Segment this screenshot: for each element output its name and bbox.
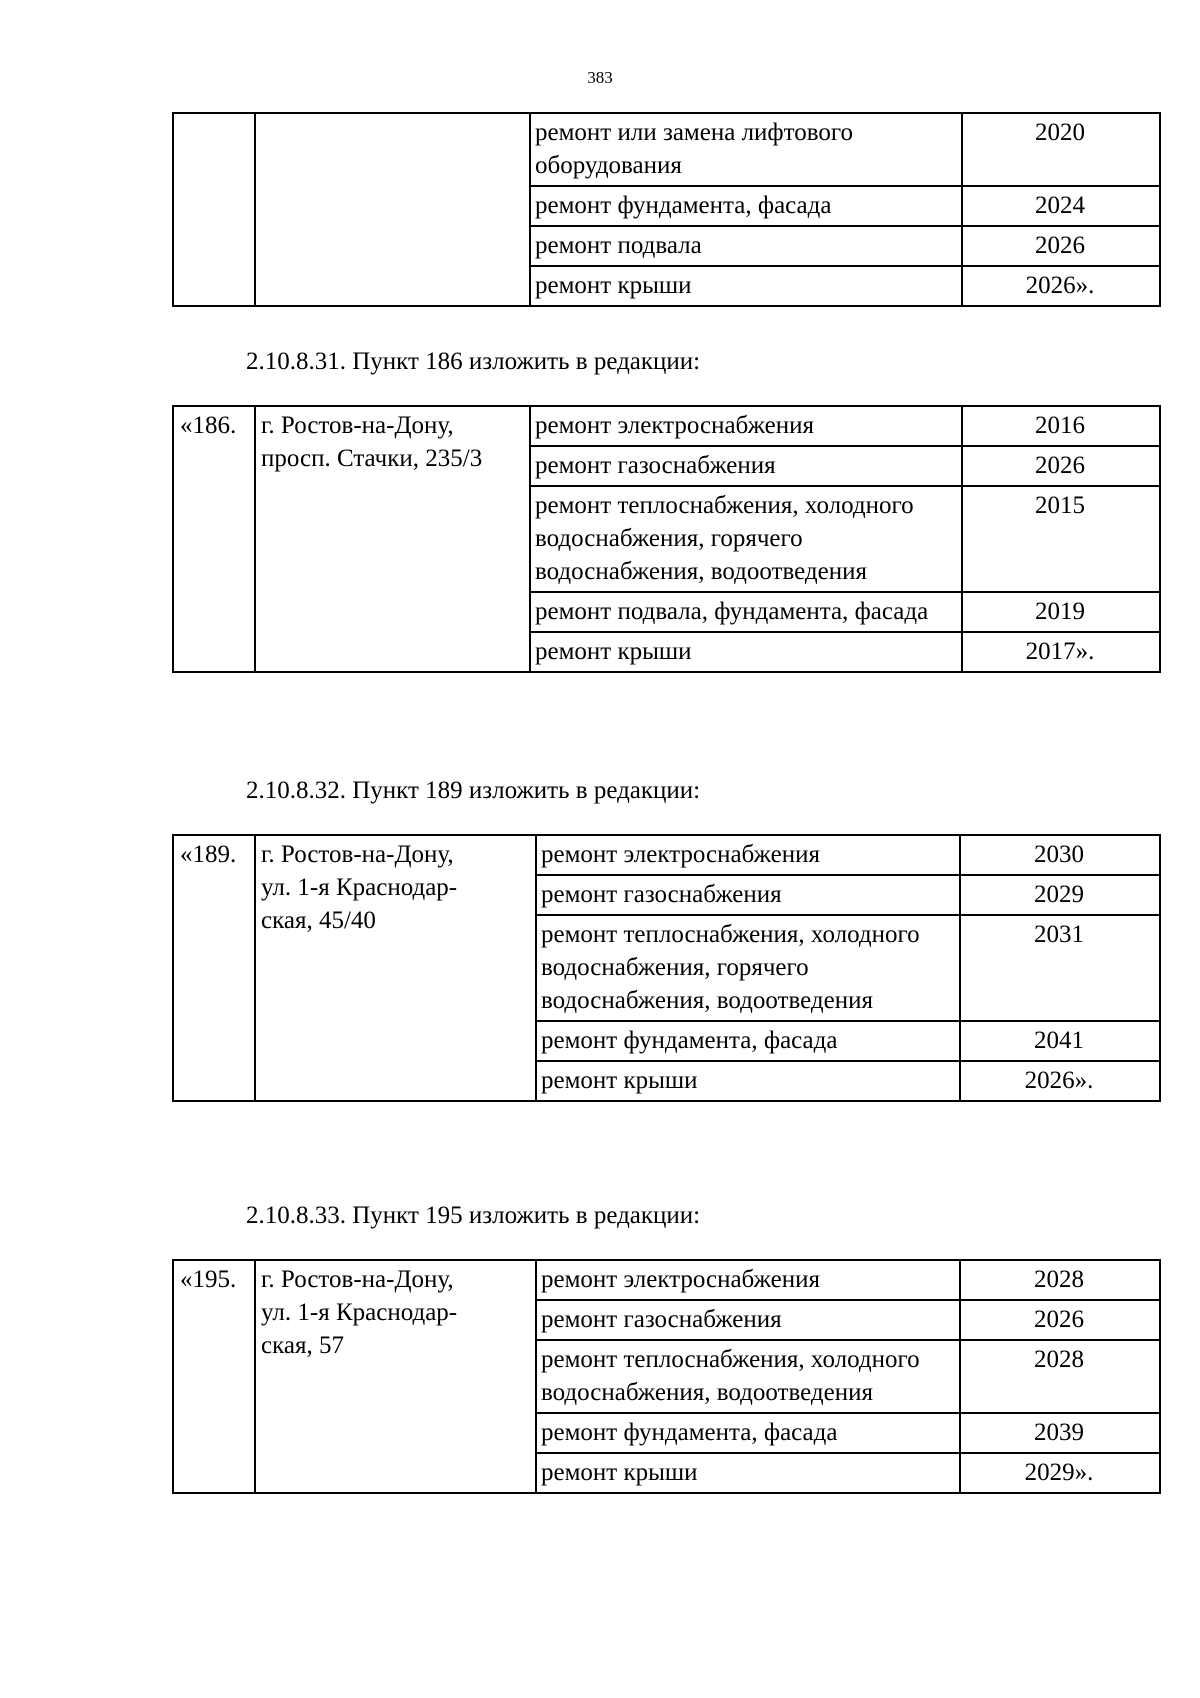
work-cell: ремонт электроснабжения xyxy=(530,406,962,446)
year-cell: 2019 xyxy=(962,592,1160,632)
work-cell: ремонт фундамента, фасада xyxy=(536,1021,960,1061)
table-row xyxy=(173,406,1160,446)
section-heading: 2.10.8.33. Пункт 195 изложить в редакции: xyxy=(246,1202,701,1229)
year-cell: 2031 xyxy=(960,915,1160,1021)
year-cell: 2026». xyxy=(960,1061,1160,1101)
section-heading: 2.10.8.31. Пункт 186 изложить в редакции: xyxy=(246,348,701,375)
table-item-195 xyxy=(172,1259,1161,1494)
work-cell: ремонт крыши xyxy=(536,1453,960,1493)
address-cell xyxy=(255,113,530,306)
year-cell: 2026 xyxy=(962,446,1160,486)
year-cell: 2028 xyxy=(960,1260,1160,1300)
address-line: ул. 1-я Краснодар- xyxy=(261,1299,458,1326)
year-cell: 2028 xyxy=(960,1340,1160,1413)
table-row xyxy=(173,1260,1160,1300)
address-cell xyxy=(255,1260,536,1493)
section-heading: 2.10.8.32. Пункт 189 изложить в редакции: xyxy=(246,777,701,804)
table-item-186 xyxy=(172,405,1161,673)
year-cell: 2026 xyxy=(962,226,1160,266)
table-row xyxy=(173,835,1160,875)
address-line: г. Ростов-на-Дону, xyxy=(261,841,454,868)
table-row xyxy=(173,113,1160,186)
work-cell: ремонт газоснабжения xyxy=(536,875,960,915)
work-cell: ремонт подвала xyxy=(530,226,962,266)
work-cell: ремонт крыши xyxy=(536,1061,960,1101)
year-cell: 2015 xyxy=(962,486,1160,592)
address-line: просп. Стачки, 235/3 xyxy=(261,445,483,472)
year-cell: 2029 xyxy=(960,875,1160,915)
year-cell: 2039 xyxy=(960,1413,1160,1453)
work-cell: ремонт крыши xyxy=(530,266,962,306)
table-continuation xyxy=(172,112,1161,307)
work-cell: ремонт теплоснабжения, холодного водоснабжения, горячего водоснабжения, водоотведения xyxy=(530,486,962,592)
year-cell: 2029». xyxy=(960,1453,1160,1493)
address-cell xyxy=(255,835,536,1101)
page-number: 383 xyxy=(587,68,613,87)
number-cell xyxy=(173,113,255,306)
number-cell: «195. xyxy=(173,1260,255,1493)
work-cell: ремонт теплоснабжения, холодного водоснабжения, водоотведения xyxy=(536,1340,960,1413)
work-cell: ремонт подвала, фундамента, фасада xyxy=(530,592,962,632)
number-cell: «189. xyxy=(173,835,255,1101)
year-cell: 2017». xyxy=(962,632,1160,672)
work-cell: ремонт газоснабжения xyxy=(530,446,962,486)
table-item-189 xyxy=(172,834,1161,1102)
year-cell: 2020 xyxy=(962,113,1160,186)
work-cell: ремонт или замена лифтового оборудования xyxy=(530,113,962,186)
work-cell: ремонт фундамента, фасада xyxy=(530,186,962,226)
year-cell: 2024 xyxy=(962,186,1160,226)
year-cell: 2041 xyxy=(960,1021,1160,1061)
number-cell: «186. xyxy=(173,406,255,672)
year-cell: 2016 xyxy=(962,406,1160,446)
address-line: г. Ростов-на-Дону, xyxy=(261,412,454,439)
work-cell: ремонт газоснабжения xyxy=(536,1300,960,1340)
year-cell: 2026». xyxy=(962,266,1160,306)
work-cell: ремонт теплоснабжения, холодного водоснабжения, горячего водоснабжения, водоотведения xyxy=(536,915,960,1021)
year-cell: 2026 xyxy=(960,1300,1160,1340)
work-cell: ремонт фундамента, фасада xyxy=(536,1413,960,1453)
address-line: ская, 45/40 xyxy=(261,907,376,934)
year-cell: 2030 xyxy=(960,835,1160,875)
work-cell: ремонт электроснабжения xyxy=(536,1260,960,1300)
address-line: ская, 57 xyxy=(261,1332,344,1359)
address-line: ул. 1-я Краснодар- xyxy=(261,874,458,901)
address-cell xyxy=(255,406,530,672)
work-cell: ремонт крыши xyxy=(530,632,962,672)
address-line: г. Ростов-на-Дону, xyxy=(261,1266,454,1293)
work-cell: ремонт электроснабжения xyxy=(536,835,960,875)
